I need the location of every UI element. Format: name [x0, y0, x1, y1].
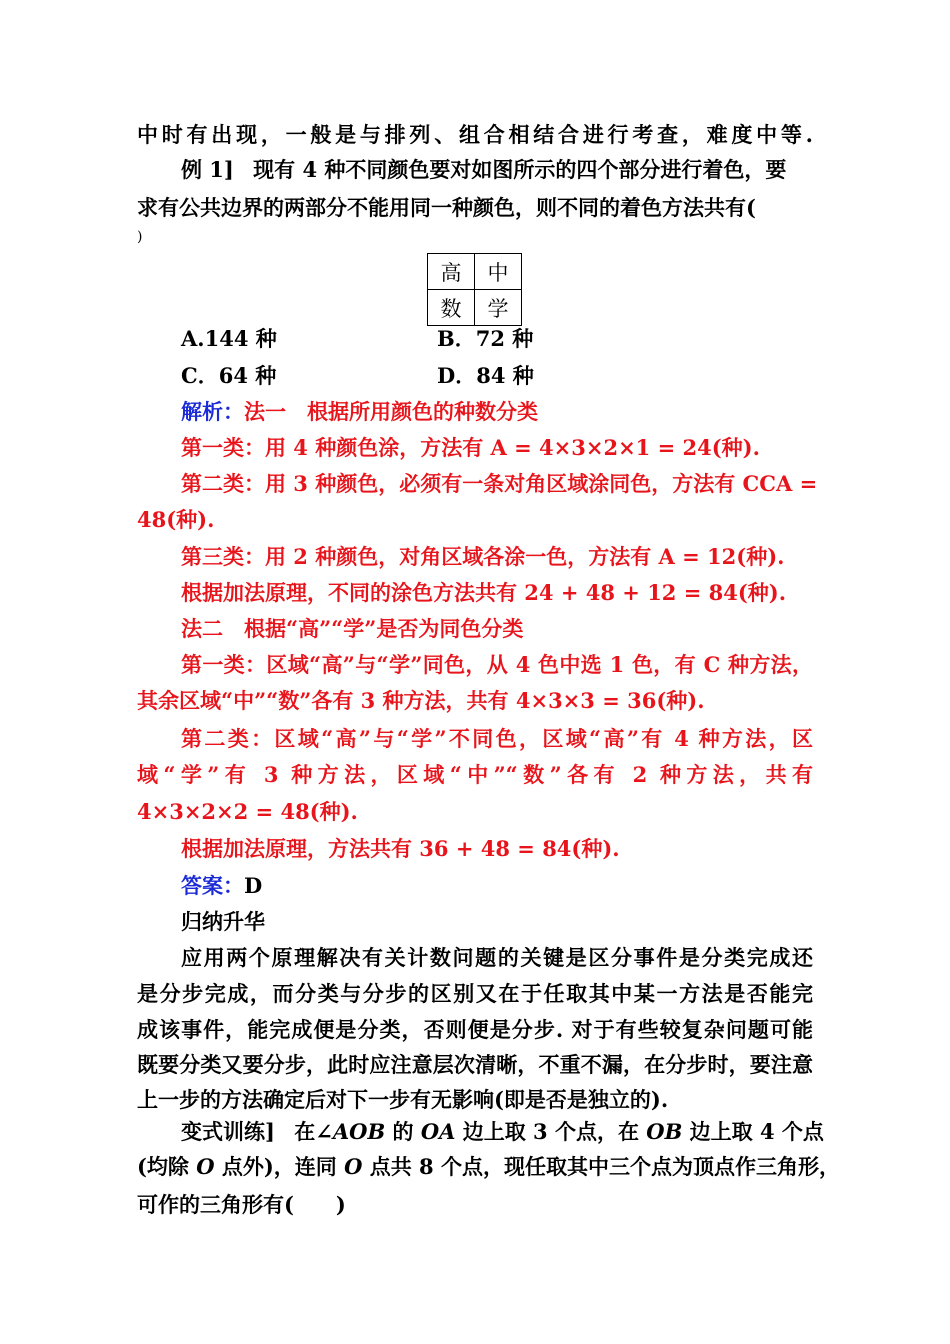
solution-label: 解析：	[181, 399, 244, 424]
method-2-sum: 根据加法原理，方法共有 36 + 48 = 84(种).	[181, 836, 620, 861]
coloring-grid	[427, 253, 522, 326]
example-1-line	[181, 155, 786, 185]
method-1-case-3: 第三类：用 2 种颜色，对角区域各涂一色，方法有 A = 12(种).	[181, 544, 785, 569]
option-d: D．84 种	[437, 363, 534, 388]
grid-cell-xue: 学	[475, 290, 522, 326]
intro-line: 中时有出现，一般是与排列、组合相结合进行考查，难度中等.	[137, 122, 813, 147]
method-2-case-1: 第一类：区域“高”与“学”同色，从 4 色中选 1 色，有 C 种方法，	[181, 652, 813, 677]
method-1-case-2: 第二类：用 3 种颜色，必须有一条对角区域涂同色，方法有 CCA =	[181, 471, 818, 496]
method-2-case-2-cont-2: 4×3×2×2 = 48(种).	[137, 799, 358, 824]
example-label: 例 1]	[181, 157, 234, 182]
method-1-title: 法一 根据所用颜色的种数分类	[244, 399, 538, 424]
summary-line-3: 成该事件，能完成便是分类，否则便是分步. 对于有些较复杂问题可能	[137, 1017, 813, 1042]
method-1-case-1: 第一类：用 4 种颜色涂，方法有 A = 4×3×2×1 = 24(种).	[181, 435, 760, 460]
grid-cell-gao: 高	[428, 254, 475, 290]
exercise-line-3: 可作的三角形有( )	[137, 1192, 346, 1217]
example-text: 现有 4 种不同颜色要对如图所示的四个部分进行着色，要	[253, 157, 787, 182]
method-1-sum: 根据加法原理，不同的涂色方法共有 24 + 48 + 12 = 84(种).	[181, 580, 787, 605]
option-a: A.144 种	[181, 326, 277, 351]
option-b: B．72 种	[437, 326, 534, 351]
solution-heading	[181, 397, 538, 427]
grid-cell-shu: 数	[428, 290, 475, 326]
method-1-case-2-cont: 48(种).	[137, 507, 215, 532]
method-2-case-2: 第二类：区域“高”与“学”不同色，区域“高”有 4 种方法，区	[181, 726, 813, 751]
exercise-label: 变式训练]	[181, 1119, 275, 1144]
exercise-line-2: (均除 O 点外)，连同 O 点共 8 个点，现任取其中三个点为顶点作三角形，	[137, 1154, 840, 1179]
option-c: C．64 种	[181, 363, 277, 388]
exercise-text-1: 在∠AOB 的 OA 边上取 3 个点，在 OB 边上取 4 个点	[294, 1119, 824, 1144]
grid-cell-zhong: 中	[475, 254, 522, 290]
example-1-paren: )	[137, 229, 143, 245]
summary-line-4: 既要分类又要分步，此时应注意层次清晰，不重不漏，在分步时，要注意	[137, 1052, 813, 1077]
summary-title: 归纳升华	[181, 909, 265, 934]
summary-line-2: 是分步完成，而分类与分步的区别又在于任取其中某一方法是否能完	[137, 981, 813, 1006]
method-2-title: 法二 根据“高”“学”是否为同色分类	[181, 616, 524, 641]
method-2-case-1-cont: 其余区域“中”“数”各有 3 种方法，共有 4×3×3 = 36(种).	[137, 688, 705, 713]
summary-line-5: 上一步的方法确定后对下一步有无影响(即是否是独立的).	[137, 1087, 669, 1112]
summary-line-1: 应用两个原理解决有关计数问题的关键是区分事件是分类完成还	[181, 945, 813, 970]
answer-value: D	[244, 873, 263, 898]
example-1-line-2: 求有公共边界的两部分不能用同一种颜色，则不同的着色方法共有(	[137, 195, 756, 220]
method-2-case-2-cont: 域“学”有 3 种方法，区域“中”“数”各有 2 种方法，共有	[137, 762, 813, 787]
answer-line	[181, 871, 262, 901]
answer-label: 答案：	[181, 873, 244, 898]
exercise-line-1	[181, 1117, 824, 1147]
